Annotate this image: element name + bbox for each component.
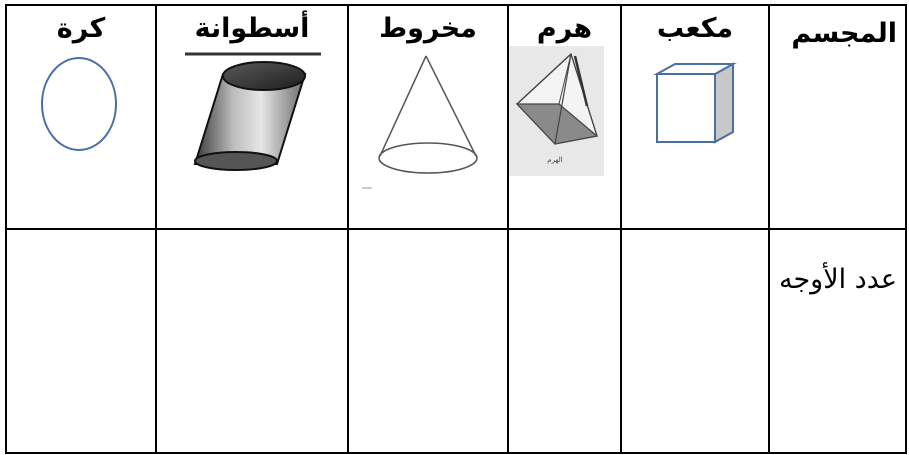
header-cell-sphere <box>6 5 156 229</box>
header-cell-cube <box>621 5 769 229</box>
faces-cell-cone[interactable] <box>348 229 508 453</box>
faces-row <box>6 229 906 453</box>
header-cell-cylinder <box>156 5 348 229</box>
pyramid-caption: الهرم <box>547 156 563 164</box>
header-cell-cone <box>348 5 508 229</box>
solids-table <box>5 4 907 454</box>
pyramid-icon <box>509 46 604 176</box>
header-pyramid: هرم <box>536 13 593 44</box>
header-sphere: كرة <box>56 13 106 44</box>
header-cylinder: أسطوانة <box>194 13 310 44</box>
header-cell-pyramid <box>508 5 621 229</box>
header-cell-solid <box>769 5 906 229</box>
header-cube: مكعب <box>656 13 734 44</box>
faces-cell-cylinder[interactable] <box>156 229 348 453</box>
faces-label-cell <box>769 229 906 453</box>
sphere-icon <box>31 46 131 166</box>
cylinder-icon <box>177 46 327 176</box>
cone-icon <box>358 46 498 196</box>
header-solid: المجسم <box>791 18 897 49</box>
header-cone: مخروط <box>379 13 477 44</box>
faces-row-label: عدد الأوجه <box>779 264 897 295</box>
faces-cell-cube[interactable] <box>621 229 769 453</box>
cube-icon <box>645 62 745 182</box>
faces-cell-sphere[interactable] <box>6 229 156 453</box>
header-row <box>6 5 906 229</box>
faces-cell-pyramid[interactable] <box>508 229 621 453</box>
